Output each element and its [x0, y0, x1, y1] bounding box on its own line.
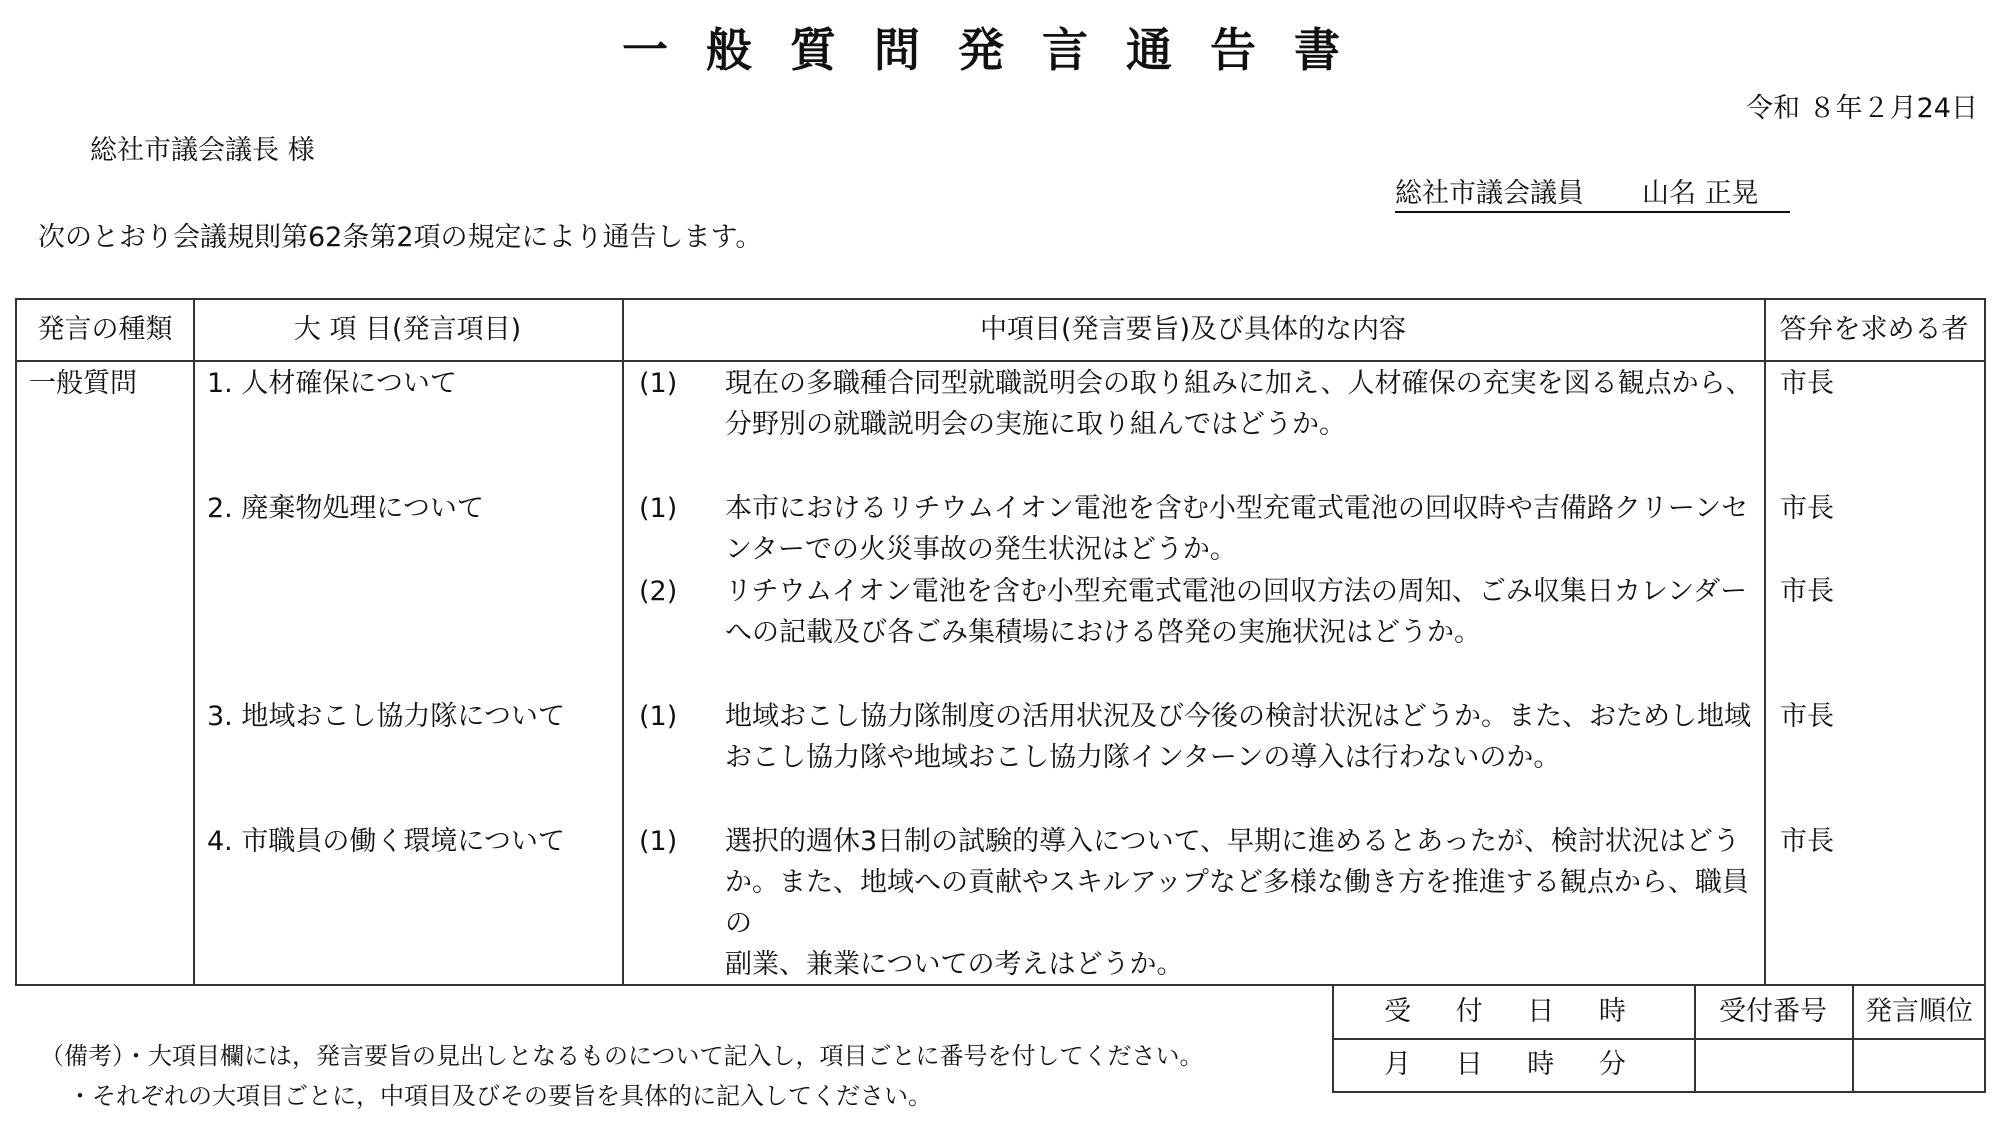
header-respondent: 答弁を求める者	[1779, 314, 1969, 345]
sub-item-number: (2)	[639, 576, 678, 607]
major-item-number: 1.	[207, 368, 233, 399]
receipt-box	[1332, 985, 1986, 1093]
note-line: ・それぞれの大項目ごとに，中項目及びその要旨を具体的に記入してください。	[68, 1082, 932, 1110]
content-line: 地域おこし協力隊制度の活用状況及び今後の検討状況はどうか。また、おためし地域	[725, 701, 1751, 732]
receipt-number-label: 受付番号	[1719, 996, 1827, 1027]
content-line: 本市におけるリチウムイオン電池を含む小型充電式電池の回収時や吉備路クリーンセ	[725, 493, 1749, 524]
sender	[1395, 177, 1790, 213]
addressee: 総社市議会議長 様	[90, 135, 315, 166]
sub-item-content	[725, 571, 1755, 653]
receipt-datetime-value: 月 日 時 分	[1384, 1049, 1644, 1080]
sub-item-number: (1)	[639, 493, 678, 524]
major-item-title: 地域おこし協力隊について	[241, 701, 565, 732]
respondent-value: 市長	[1780, 701, 1834, 732]
major-item	[207, 696, 565, 737]
content-line: か。また、地域への貢献やスキルアップなど多様な働き方を推進する観点から、職員の	[725, 867, 1749, 939]
respondent-value: 市長	[1780, 493, 1834, 524]
major-item	[207, 821, 565, 862]
note-line: （備考）・大項目欄には，発言要旨の見出しとなるものについて記入し，項目ごとに番号を付してください。	[40, 1042, 1204, 1070]
column-divider	[622, 300, 624, 984]
major-item-title: 人材確保について	[241, 368, 457, 399]
column-divider	[1764, 300, 1766, 984]
content-line: への記載及び各ごみ集積場における啓発の実施状況はどうか。	[725, 617, 1481, 648]
content-line: おこし協力隊や地域おこし協力隊インターンの導入は行わないのか。	[725, 742, 1561, 773]
content-line: 現在の多職種合同型就職説明会の取り組みに加え、人材確保の充実を図る観点から、	[725, 368, 1753, 399]
sender-name: 山名 正晃	[1642, 178, 1759, 209]
sender-role: 総社市議会議員	[1395, 178, 1584, 209]
sub-item-number: (1)	[639, 826, 678, 857]
sub-item-content	[725, 363, 1755, 445]
sub-item-content	[725, 488, 1755, 570]
header-speech-type: 発言の種類	[37, 314, 173, 345]
content-line: 副業、兼業についての考えはどうか。	[725, 949, 1184, 980]
major-item-number: 4.	[207, 826, 233, 857]
major-item	[207, 363, 457, 404]
intro-text: 次のとおり会議規則第62条第2項の規定により通告します。	[38, 222, 763, 253]
major-item-number: 3.	[207, 701, 233, 732]
respondent-value: 市長	[1780, 576, 1834, 607]
content-line: 分野別の就職説明会の実施に取り組んではどうか。	[725, 409, 1346, 440]
content-line: 選択的週休3日制の試験的導入について、早期に進めるとあったが、検討状況はどう	[725, 826, 1740, 857]
sub-item-content	[725, 821, 1755, 985]
respondent-value: 市長	[1780, 826, 1834, 857]
header-divider	[17, 360, 1984, 362]
major-item-number: 2.	[207, 493, 233, 524]
document-date: 令和 ８年２月24日	[1746, 93, 1978, 124]
content-line: リチウムイオン電池を含む小型充電式電池の回収方法の周知、ごみ収集日カレンダー	[725, 576, 1748, 607]
sub-item-number: (1)	[639, 368, 678, 399]
sub-item-content	[725, 696, 1755, 778]
respondent-value: 市長	[1780, 368, 1834, 399]
receipt-datetime-label: 受 付 日 時	[1384, 996, 1644, 1027]
speech-type-value: 一般質問	[29, 368, 137, 399]
receipt-order-label: 発言順位	[1865, 996, 1973, 1027]
major-item-title: 市職員の働く環境について	[241, 826, 565, 857]
notice-table	[15, 298, 1986, 986]
major-item-title: 廃棄物処理について	[241, 493, 484, 524]
major-item	[207, 488, 484, 529]
column-divider	[193, 300, 195, 984]
sub-item-number: (1)	[639, 701, 678, 732]
document-title: 一般質問発言通告書	[622, 23, 1378, 77]
header-detail: 中項目(発言要旨)及び具体的な内容	[979, 314, 1407, 345]
content-line: ンターでの火災事故の発生状況はどうか。	[725, 534, 1237, 565]
header-major-item: 大 項 目(発言項目)	[293, 314, 522, 345]
